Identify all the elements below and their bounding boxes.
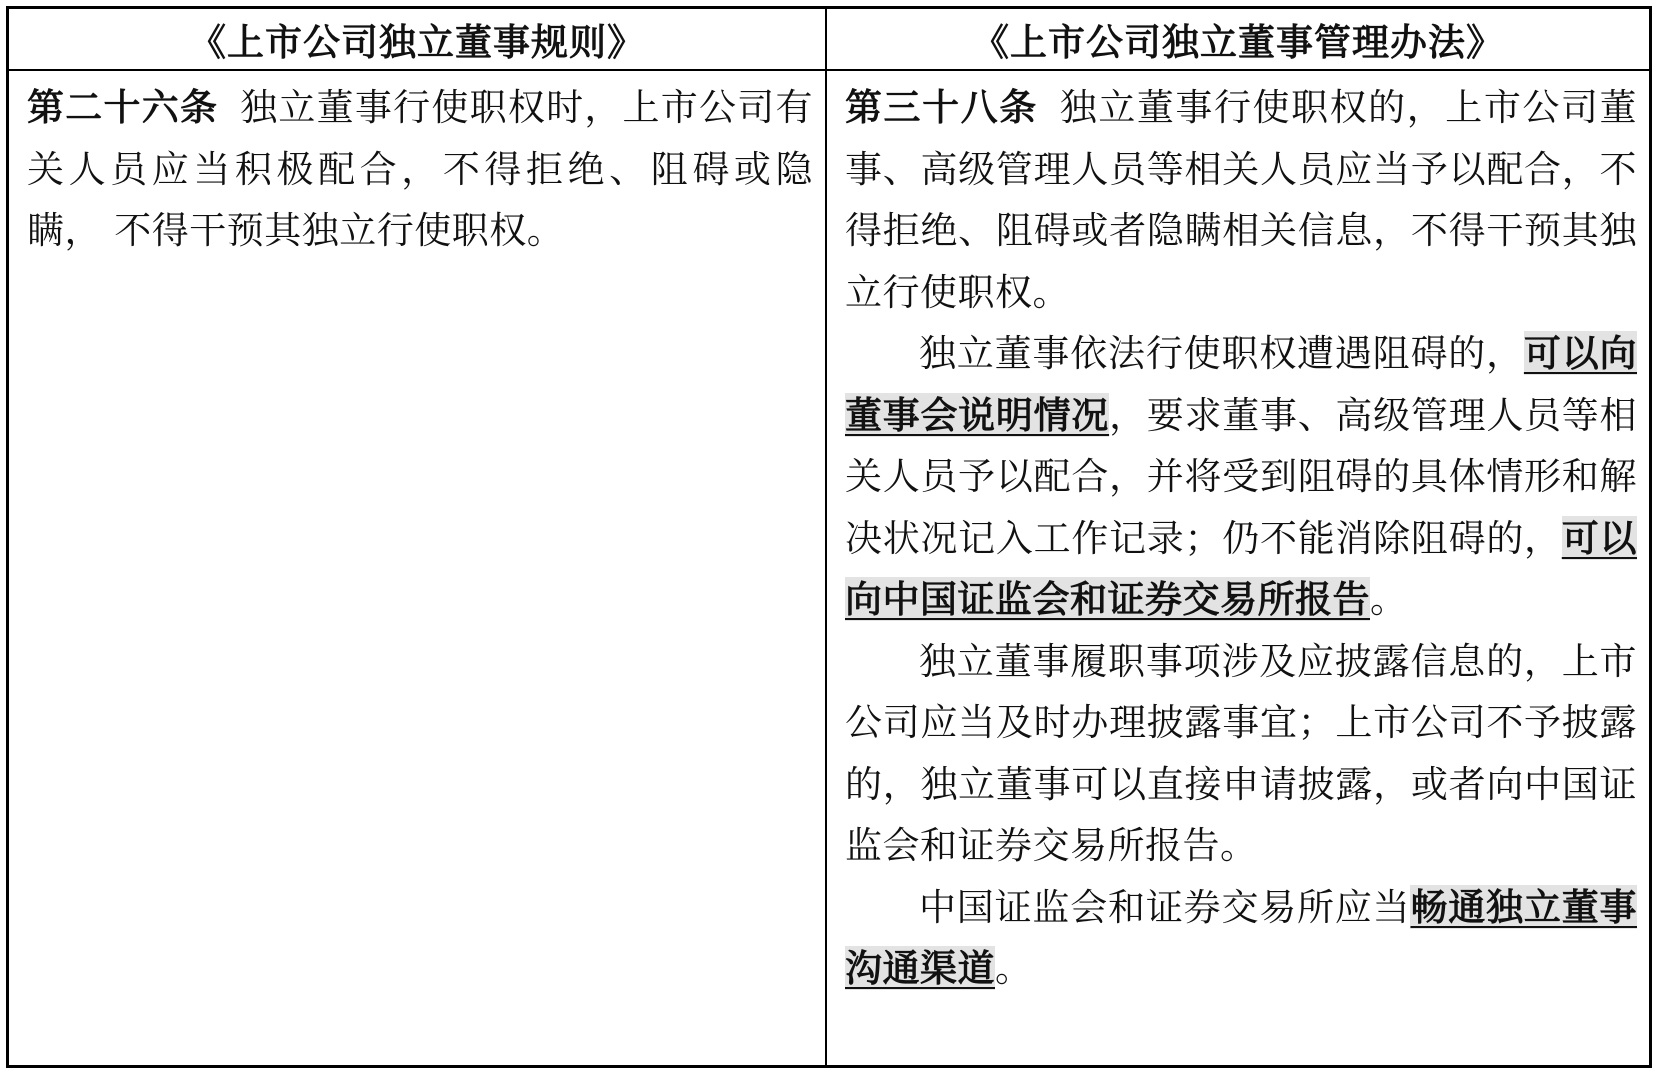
header-left: 《上市公司独立董事规则》 (9, 9, 827, 71)
left-article-number: 第二十六条 (27, 85, 219, 129)
highlight-explain-to-board: 可以向董事会说明情况 (845, 331, 1638, 437)
header-right: 《上市公司独立董事管理办法》 (827, 9, 1649, 71)
right-paragraph-4 (845, 877, 1637, 1000)
right-paragraph-2-text-c: 。 (1370, 578, 1408, 621)
right-paragraph-3: 独立董事履职事项涉及应披露信息的，上市公司应当及时办理披露事宜；上市公司不予披露的，独立董事可以直接申请披露，或者向中国证监会和证券交易所报告。 (845, 639, 1637, 867)
right-paragraph-1-text: 独立董事行使职权的，上市公司董事、高级管理人员等相关人员应当予以配合，不得拒绝、阻碍或者隐瞒相关信息，不得干预其独立行使职权。 (845, 86, 1638, 314)
right-paragraph-4-text-a: 中国证监会和证券交易所应当 (919, 885, 1411, 929)
left-article-cell (9, 71, 827, 1065)
right-paragraph-2-text-b: ，要求董事、高级管理人员等相关人员予以配合，并将受到阻碍的具体情形和解决状况记入工作记录；仍不能消除阻碍的， (845, 393, 1638, 560)
right-article-number: 第三十八条 (845, 85, 1038, 129)
right-paragraph-2 (845, 323, 1637, 631)
right-article-cell (827, 71, 1649, 1065)
left-article (27, 77, 813, 262)
right-paragraph-4-text-b: 。 (995, 947, 1033, 990)
comparison-table (6, 6, 1652, 1068)
highlight-communication-channel: 畅通独立董事沟通渠道 (845, 884, 1638, 990)
right-paragraph-2-text-a: 独立董事依法行使职权遭遇阻碍的， (919, 332, 1524, 375)
highlight-report-to-csrc: 可以向中国证监会和证券交易所报告 (845, 515, 1638, 621)
left-article-text: 独立董事行使职权时，上市公司有关人员应当积极配合，不得拒绝、阻碍或隐瞒， 不得干预其独立行使职权。 (27, 86, 814, 252)
right-paragraph-1 (845, 77, 1637, 323)
